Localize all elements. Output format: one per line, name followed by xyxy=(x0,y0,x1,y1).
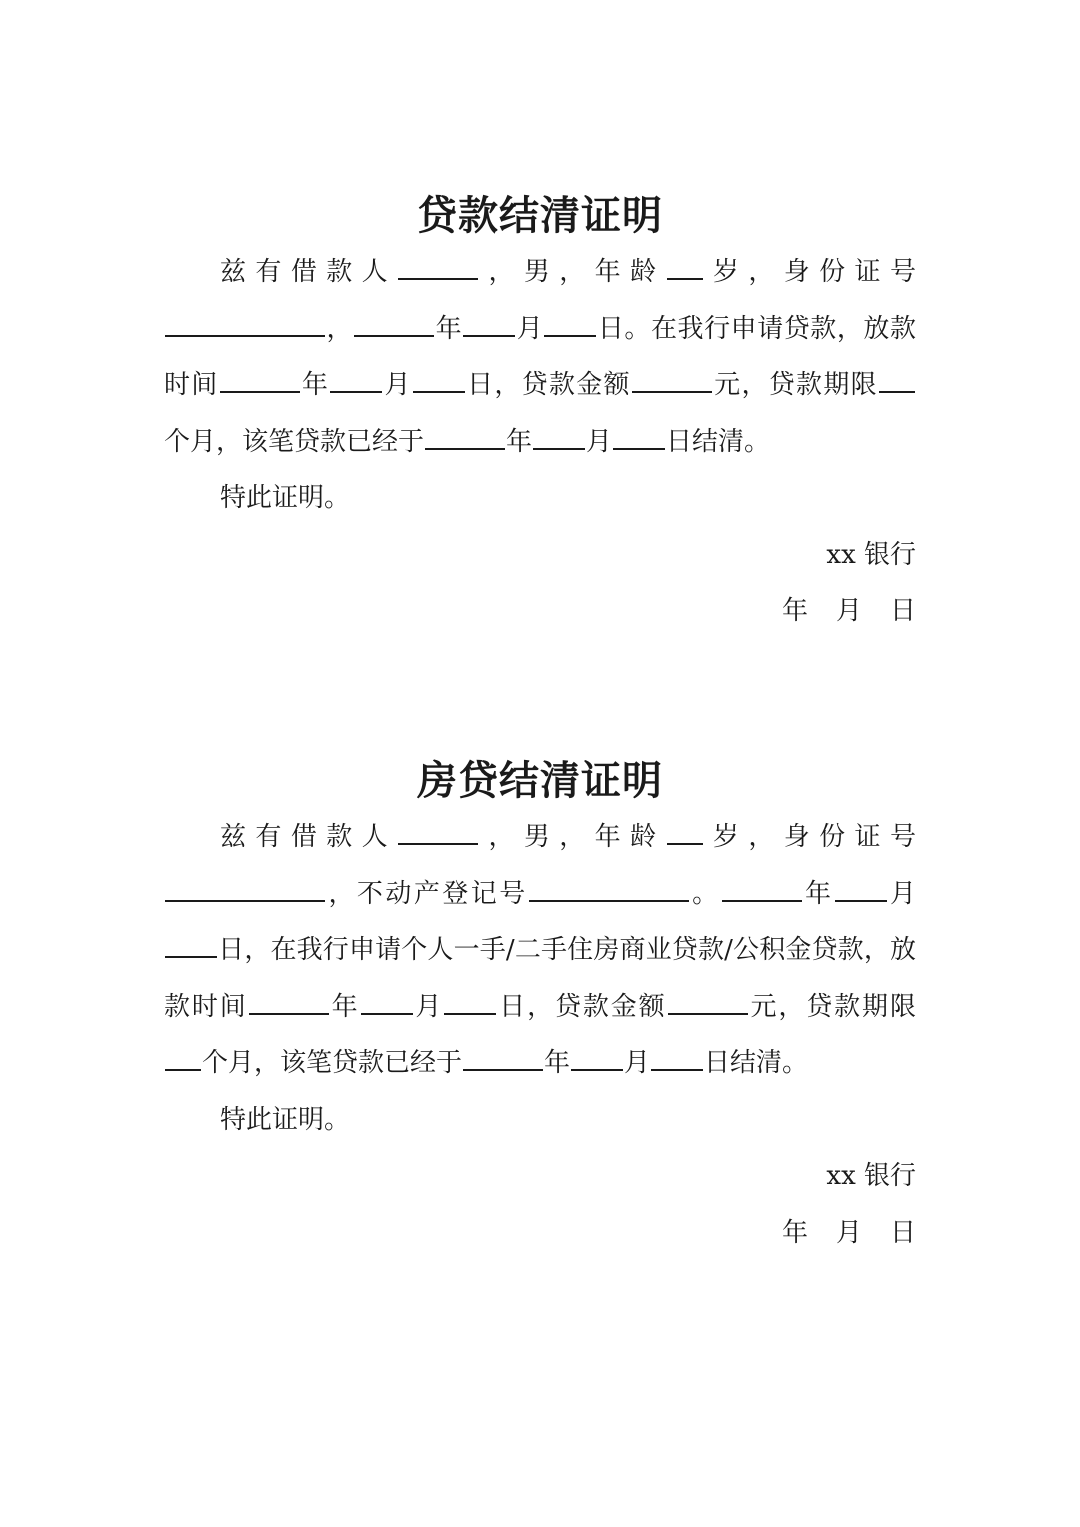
date-month-blank xyxy=(463,311,515,337)
body-text-segment: 日结清。 xyxy=(666,426,771,457)
bank-signature: xx 银行 xyxy=(826,1161,916,1191)
body-text-segment: 。 xyxy=(689,878,721,909)
settlement-month-blank xyxy=(571,1045,623,1071)
body-text-segment: 年 xyxy=(329,991,360,1022)
body-text-segment: 日，贷款金额 xyxy=(465,370,631,400)
date-year-blank xyxy=(354,311,434,337)
body-text-segment: 年 xyxy=(544,1048,571,1078)
certificate-body xyxy=(164,809,916,1092)
signature-date-year: 年 xyxy=(781,1217,808,1248)
settlement-month-blank xyxy=(533,424,585,450)
settlement-day-blank xyxy=(651,1045,703,1071)
id-number-blank xyxy=(165,876,325,902)
body-text-segment: 月 xyxy=(586,426,613,457)
body-text-segment: 岁，身份证号 xyxy=(703,822,916,852)
property-registration-blank xyxy=(529,876,689,902)
disbursement-year-blank xyxy=(249,989,329,1015)
date-day-blank xyxy=(165,932,217,958)
id-number-blank xyxy=(165,311,325,337)
loan-term-blank xyxy=(879,367,915,393)
body-text-segment: 兹有借款人 xyxy=(220,822,398,852)
signature-date-day: 日 xyxy=(889,596,916,626)
body-text-segment: 日。在我行申请贷款，放款时间 xyxy=(164,313,916,400)
body-text-segment: 月 xyxy=(516,313,544,344)
disbursement-day-blank xyxy=(413,367,465,393)
body-text-segment: 日结清。 xyxy=(704,1048,809,1078)
certificate-title: 贷款结清证明 xyxy=(417,193,663,239)
signature-date-month: 月 xyxy=(835,596,862,626)
body-text-segment: 月 xyxy=(413,991,444,1022)
body-text-segment: ，不动产登记号 xyxy=(326,878,528,909)
certificate-title: 房贷结清证明 xyxy=(417,758,663,804)
signature-date-month: 月 xyxy=(835,1217,862,1248)
body-text-segment: 年 xyxy=(435,313,463,344)
body-text-segment: 兹有借款人 xyxy=(220,257,398,287)
body-text-segment: 月 xyxy=(887,878,916,909)
body-text-segment: 月 xyxy=(624,1048,651,1078)
date-day-blank xyxy=(544,311,596,337)
certificate-body xyxy=(164,244,916,470)
date-month-blank xyxy=(835,876,887,902)
body-text-segment: 年 xyxy=(802,878,834,909)
body-text-segment: 个月，该笔贷款已经于 xyxy=(164,426,425,457)
date-year-blank xyxy=(722,876,802,902)
disbursement-month-blank xyxy=(330,367,382,393)
settlement-day-blank xyxy=(613,424,665,450)
body-text-segment: 月 xyxy=(383,370,412,400)
body-text-segment: 年 xyxy=(506,426,533,457)
loan-term-blank xyxy=(165,1045,201,1071)
disbursement-year-blank xyxy=(220,367,300,393)
body-text-segment: 元，贷款期限 xyxy=(712,370,878,400)
disbursement-day-blank xyxy=(444,989,496,1015)
body-text-segment: 岁，身份证号 xyxy=(703,257,916,287)
settlement-year-blank xyxy=(425,424,505,450)
body-text-segment: 个月，该笔贷款已经于 xyxy=(202,1048,463,1078)
mortgage-settlement-certificate xyxy=(164,753,916,1261)
disbursement-month-blank xyxy=(361,989,413,1015)
settlement-year-blank xyxy=(463,1045,543,1071)
closing-statement: 特此证明。 xyxy=(220,1104,351,1135)
body-text-segment: 日，在我行申请个人一手/二手住房商业贷款/公积金贷款，放款时间 xyxy=(164,935,916,1022)
age-blank xyxy=(667,254,703,280)
bank-signature: xx 银行 xyxy=(826,539,916,570)
loan-settlement-certificate xyxy=(164,188,916,640)
closing-statement: 特此证明。 xyxy=(220,483,351,513)
body-text-segment: ， xyxy=(326,313,354,344)
body-text-segment: 日，贷款金额 xyxy=(497,991,667,1022)
signature-date-year: 年 xyxy=(781,596,808,626)
body-text-segment: 元，贷款期限 xyxy=(748,991,916,1022)
borrower-name-blank xyxy=(398,819,478,845)
signature-date-day: 日 xyxy=(889,1217,916,1248)
body-text-segment: ，男，年龄 xyxy=(479,257,666,287)
signature-date xyxy=(164,583,916,640)
age-blank xyxy=(667,819,703,845)
body-text-segment: ，男，年龄 xyxy=(479,822,666,852)
borrower-name-blank xyxy=(398,254,478,280)
signature-date xyxy=(164,1205,916,1262)
loan-amount-blank xyxy=(632,367,712,393)
loan-amount-blank xyxy=(668,989,748,1015)
body-text-segment: 年 xyxy=(300,370,330,400)
